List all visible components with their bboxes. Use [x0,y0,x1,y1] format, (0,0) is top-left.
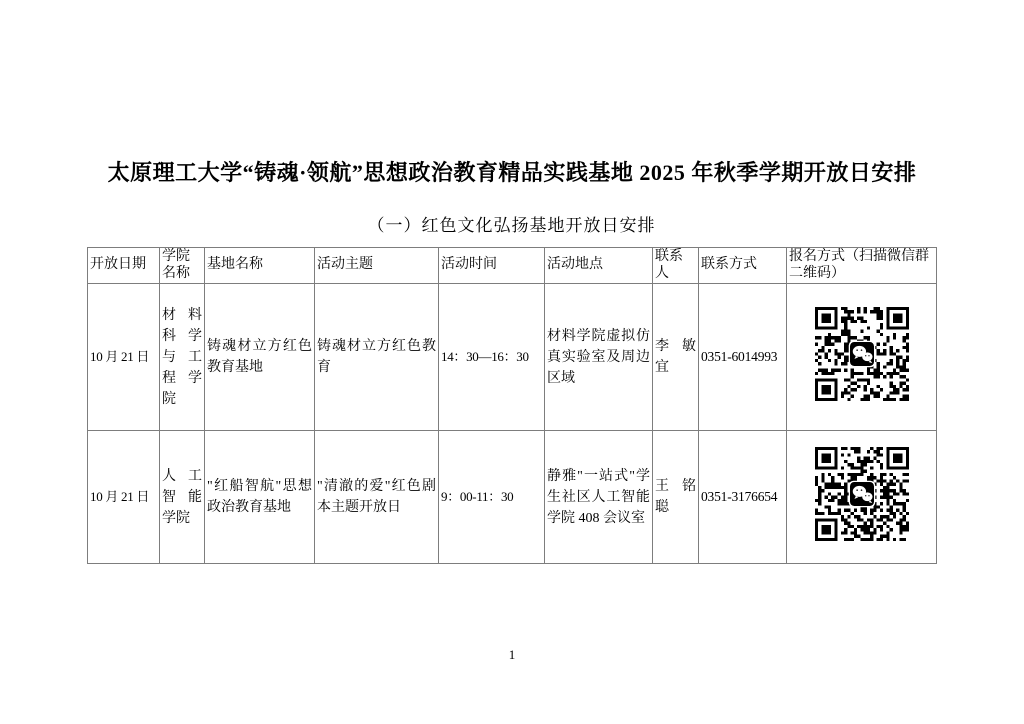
col-header-activity-time: 活动时间 [439,248,545,284]
cell-contact-name: 李敏宜 [653,284,699,431]
cell-signup-qr [787,284,937,431]
cell-activity-theme: 铸魂材立方红色教育 [315,284,439,431]
cell-activity-location: 材料学院虚拟仿真实验室及周边区域 [545,284,653,431]
cell-base-name: 铸魂材立方红色教育基地 [205,284,315,431]
col-header-activity-location: 活动地点 [545,248,653,284]
cell-college: 材料科学与工程学院 [160,284,205,431]
col-header-contact-name: 联系人 [653,248,699,284]
cell-college: 人工智能学院 [160,431,205,564]
cell-activity-time: 9：00-11：30 [439,431,545,564]
cell-activity-time: 14：30—16：30 [439,284,545,431]
col-header-college: 学院名称 [160,248,205,284]
cell-activity-location: 静雅"一站式"学生社区人工智能学院 408 会议室 [545,431,653,564]
cell-contact-name: 王铭聪 [653,431,699,564]
table-row [88,431,937,564]
cell-contact-phone: 0351-6014993 [699,284,787,431]
col-header-contact-phone: 联系方式 [699,248,787,284]
cell-open-date: 10 月 21 日 [88,284,160,431]
table-header-row [88,248,937,284]
cell-base-name: "红船智航"思想政治教育基地 [205,431,315,564]
cell-activity-theme: "清澈的爱"红色剧本主题开放日 [315,431,439,564]
cell-contact-phone: 0351-3176654 [699,431,787,564]
section-heading: （一）红色文化弘扬基地开放日安排 [367,216,656,235]
table-row [88,284,937,431]
wechat-group-qr-code [815,307,909,401]
col-header-signup-method: 报名方式（扫描微信群二维码） [787,248,937,284]
wechat-group-qr-code [815,447,909,541]
document-title: 太原理工大学“铸魂·领航”思想政治教育精品实践基地 2025 年秋季学期开放日安排 [107,160,917,185]
page-number: 1 [508,647,516,662]
col-header-activity-theme: 活动主题 [315,248,439,284]
col-header-base-name: 基地名称 [205,248,315,284]
cell-open-date: 10 月 21 日 [88,431,160,564]
col-header-open-date: 开放日期 [88,248,160,284]
cell-signup-qr [787,431,937,564]
open-day-schedule-table [87,247,937,564]
